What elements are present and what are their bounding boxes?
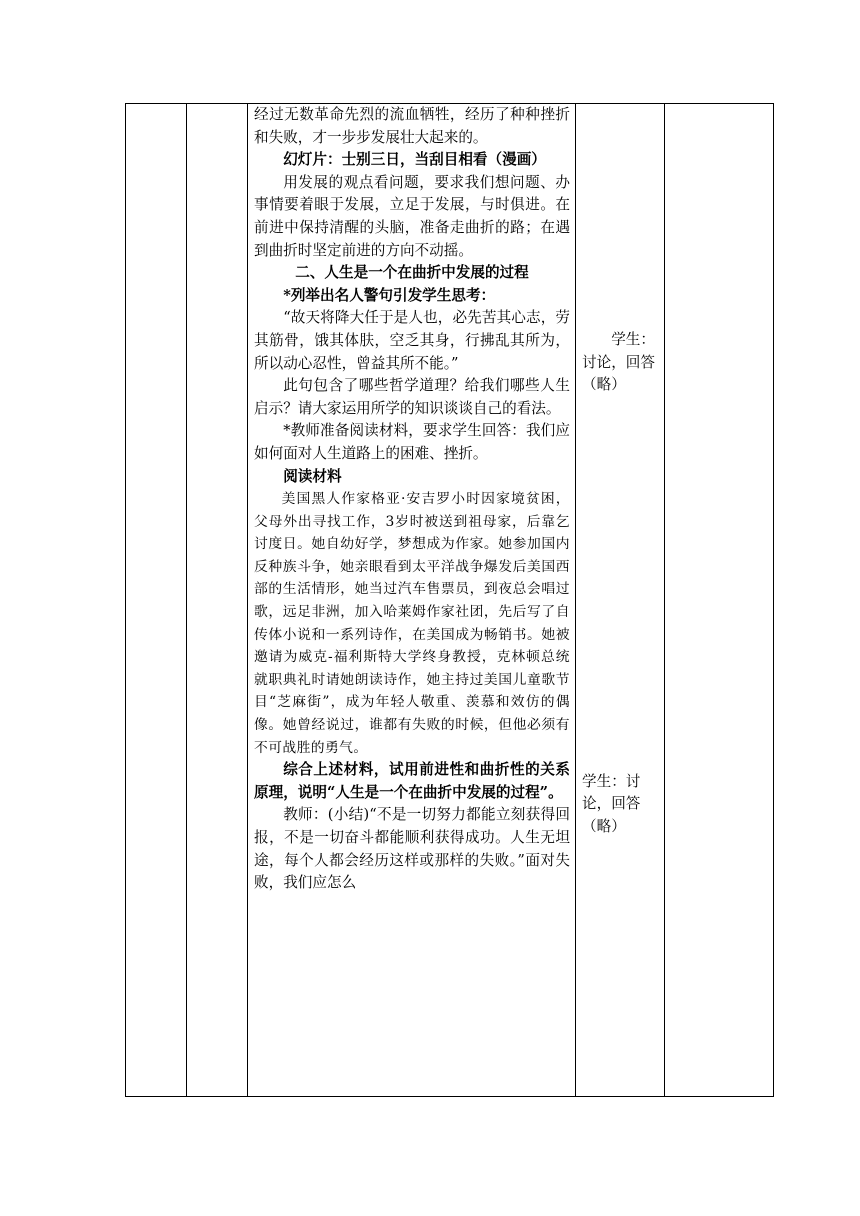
paragraph: 用发展的观点看问题，要求我们想问题、办事情要着眼于发展，立足于发展，与时俱进。在前进中保持清醒的头脑，准备走曲折的路；在遇到曲折时坚定前进的方向不动摇。 [254,173,570,259]
paragraph: 经过无数革命先烈的流血牺牲，经历了种种挫折和失败，才一步步发展壮大起来的。 [254,106,570,146]
paragraph: *教师准备阅读材料，要求学生回答：我们应如何面对人生道路上的困难、挫折。 [254,422,570,462]
col-student-activity [576,104,665,1097]
slide-heading: 幻灯片：士别三日，当刮目相看（漫画） [283,151,546,169]
student-activity-2: 学生：讨论，回答（略） [582,772,641,835]
col-teaching-content [248,104,576,1097]
student-activity-1: 学生：讨论，回答（略） [582,331,655,394]
prompt-heading: *列举出名人警句引发学生思考： [283,286,496,304]
paragraph: 此句包含了哪些哲学道理？给我们哪些人生启示？请大家运用所学的知识谈谈自己的看法。 [254,377,570,417]
col-empty-1 [126,104,187,1097]
paragraph: 教师：(小结)“不是一切努力都能立刻获得回报，不是一切奋斗都能顺利获得成功。人生无坦途，每个人都会经历这样或那样的失败。”面对失败，我们应怎么 [254,806,570,892]
col-empty-5 [665,104,774,1097]
table-row [126,104,774,1097]
task-paragraph: 综合上述材料，试用前进性和曲折性的关系原理，说明“人生是一个在曲折中发展的过程”。 [254,761,570,801]
col-empty-2 [187,104,248,1097]
lesson-table [125,103,774,1097]
quote: “故天将降大任于是人也，必先苦其心志，劳其筋骨，饿其体肤，空乏其身，行拂乱其所为，所以动心忍性，曾益其所不能。” [254,309,570,372]
reading-heading: 阅读材料 [283,467,342,485]
reading-material: 美国黑人作家格亚·安吉罗小时因家境贫困，父母外出寻找工作，3岁时被送到祖母家，后靠乞讨度日。她自幼好学，梦想成为作家。她参加国内反种族斗争，她亲眼看到太平洋战争爆发后美国西部的生活情形，她当过汽车售票员，到夜总会唱过歌，远足非洲，加入哈莱姆作家社团，先后写了自传体小说和一系列诗作，在美国成为畅销书。她被邀请为威克-福利斯特大学终身教授，克林顿总统就职典礼时请她朗读诗作，她主持过美国儿童歌节目“芝麻街”，成为年轻人敬重、羡慕和效仿的偶像。她曾经说过，谁都有失败的时候，但他必须有不可战胜的勇气。 [254,491,570,756]
section-heading: 二、人生是一个在曲折中发展的过程 [295,264,529,282]
